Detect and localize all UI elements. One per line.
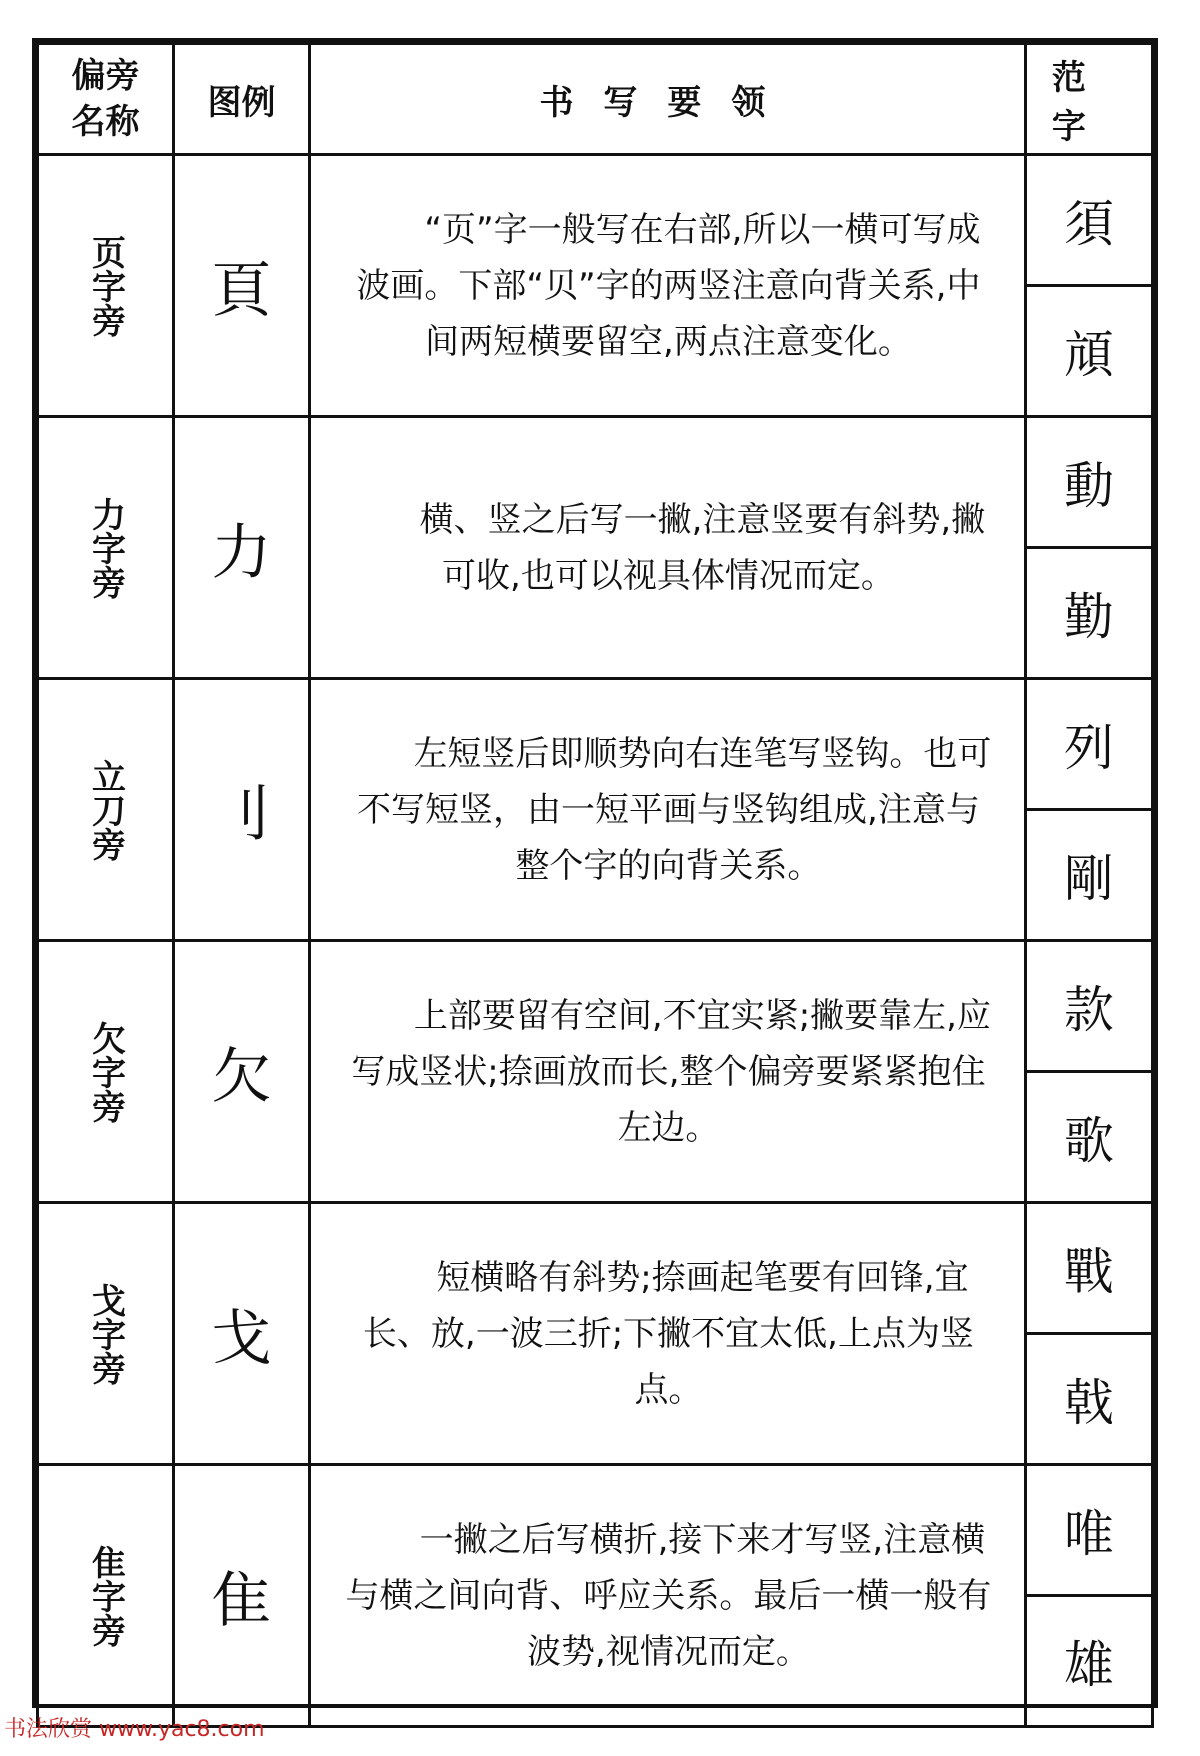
header-writing-method: 书写要领: [310, 44, 1026, 155]
radical-glyph: 戈: [174, 1203, 310, 1465]
writing-method-text: 左短竖后即顺势向右连笔写竖钩。也可不写短竖，由一短平画与竖钩组成,注意与整个字的向背关系。: [310, 679, 1026, 941]
writing-method-text: “页”字一般写在右部,所以一横可写成波画。下部“贝”字的两竖注意向背关系,中间两短横要留空,两点注意变化。: [310, 155, 1026, 417]
radical-name: 立刀旁: [85, 758, 126, 861]
sample-char: 歌: [1025, 1072, 1152, 1203]
radical-name-cell: [38, 417, 174, 679]
writing-method-text: 上部要留有空间,不宜实紧;撇要靠左,应写成竖状;捺画放而长,整个偏旁要紧紧抱住左边。: [310, 941, 1026, 1203]
sample-char: 唯: [1025, 1465, 1152, 1596]
radical-name-cell: [38, 1203, 174, 1465]
table-row: [38, 941, 1153, 1072]
radical-name: 页字旁: [85, 234, 126, 337]
radical-glyph: 刂: [174, 679, 310, 941]
table-row: [38, 1465, 1153, 1596]
sample-char: 戟: [1025, 1334, 1152, 1465]
radical-name: 戈字旁: [85, 1282, 126, 1385]
radical-glyph: 隹: [174, 1465, 310, 1727]
writing-method-text: 短横略有斜势;捺画起笔要有回锋,宜长、放,一波三折;下撇不宜太低,上点为竖点。: [310, 1203, 1026, 1465]
table-row: [38, 1203, 1153, 1334]
header-example-diagram: 图例: [174, 44, 310, 155]
sample-char: 頏: [1025, 286, 1152, 417]
sample-char: 動: [1025, 417, 1152, 548]
site-watermark: 书法欣赏 www.yac8.com: [4, 1717, 265, 1742]
radical-name: 力字旁: [85, 496, 126, 599]
sample-char: 勤: [1025, 548, 1152, 679]
radical-glyph: 欠: [174, 941, 310, 1203]
radical-name: 欠字旁: [85, 1020, 126, 1123]
header-sample-chars: 范字: [1025, 44, 1152, 155]
radical-glyph: 力: [174, 417, 310, 679]
header-radical-name-line1: 偏旁: [71, 56, 140, 96]
sample-char: 戰: [1025, 1203, 1152, 1334]
radical-name-cell: [38, 679, 174, 941]
radical-name: 隹字旁: [85, 1544, 126, 1647]
table-row: [38, 155, 1153, 286]
radical-glyph: 頁: [174, 155, 310, 417]
radical-guide-table: [36, 42, 1154, 1728]
header-radical-name: [38, 44, 174, 155]
calligraphy-guide-sheet: [32, 38, 1158, 1708]
sample-char: 列: [1025, 679, 1152, 810]
sample-char: 剛: [1025, 810, 1152, 941]
radical-name-cell: [38, 941, 174, 1203]
table-row: [38, 417, 1153, 548]
header-radical-name-line2: 名称: [71, 102, 140, 142]
writing-method-text: 一撇之后写横折,接下来才写竖,注意横与横之间向背、呼应关系。最后一横一般有波势,视情况而定。: [310, 1465, 1026, 1727]
sample-char: 須: [1025, 155, 1152, 286]
writing-method-text: 横、竖之后写一撇,注意竖要有斜势,撇可收,也可以视具体情况而定。: [310, 417, 1026, 679]
sample-char: 雄: [1025, 1596, 1152, 1727]
radical-name-cell: [38, 155, 174, 417]
sample-char: 款: [1025, 941, 1152, 1072]
table-header-row: [38, 44, 1153, 155]
radical-name-cell: [38, 1465, 174, 1727]
table-row: [38, 679, 1153, 810]
